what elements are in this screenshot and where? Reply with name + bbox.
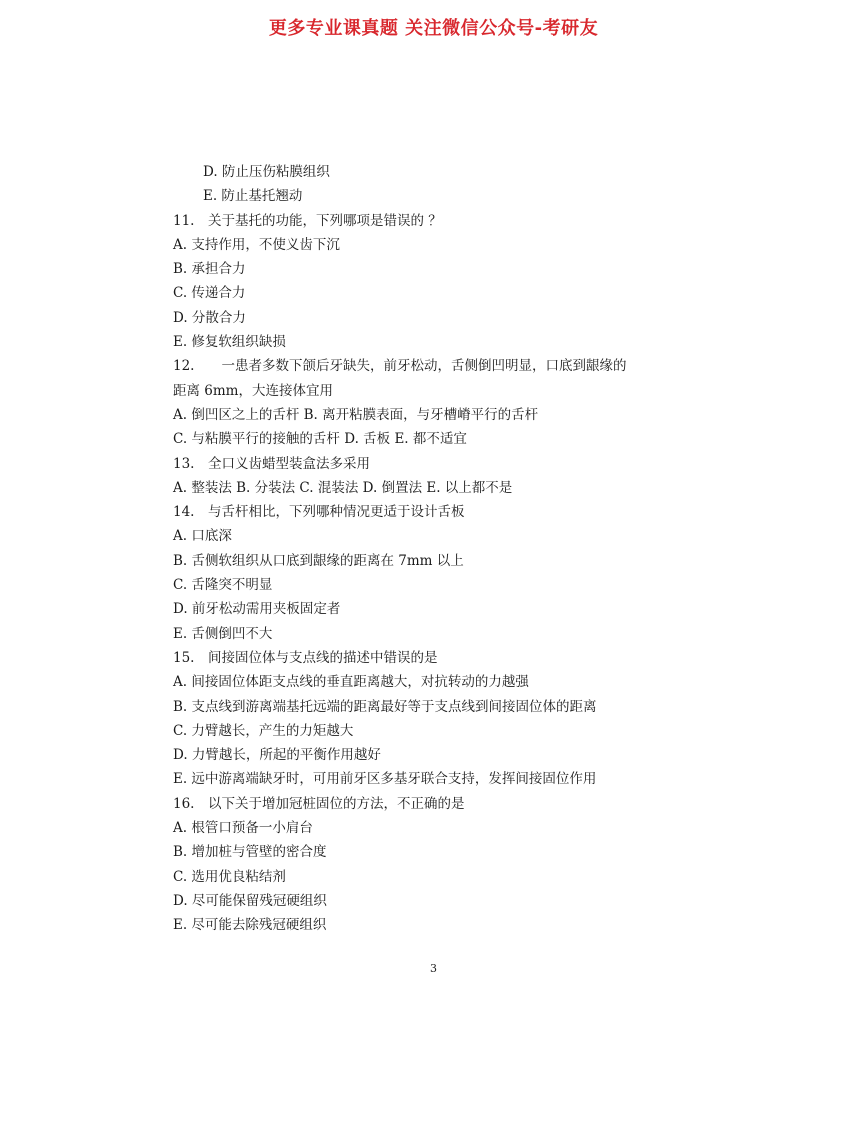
option-line: C. 选用优良粘结剂 bbox=[173, 868, 286, 885]
option-line: A. 支持作用，不使义齿下沉 bbox=[173, 236, 340, 253]
option-line: B. 承担合力 bbox=[173, 261, 246, 278]
option-line: A. 根管口预备一小肩台 bbox=[173, 820, 313, 837]
option-line: E. 远中游离端缺牙时，可用前牙区多基牙联合支持，发挥间接固位作用 bbox=[173, 771, 597, 788]
option-line: E. 尽可能去除残冠硬组织 bbox=[173, 917, 327, 934]
option-line: E. 修复软组织缺损 bbox=[173, 334, 286, 351]
option-line: B. 支点线到游离端基托远端的距离最好等于支点线到间接固位体的距离 bbox=[173, 698, 597, 715]
question-line: 14. 与舌杆相比，下列哪种情况更适于设计舌板 bbox=[173, 504, 465, 521]
option-line: C. 与粘膜平行的接触的舌杆 D. 舌板 E. 都不适宜 bbox=[173, 431, 467, 448]
question-line: 13. 全口义齿蜡型装盒法多采用 bbox=[173, 455, 370, 472]
question-line: 15. 间接固位体与支点线的描述中错误的是 bbox=[173, 649, 438, 666]
option-line: C. 力臂越长，产生的力矩越大 bbox=[173, 722, 354, 739]
option-line: A. 间接固位体距支点线的垂直距离越大，对抗转动的力越强 bbox=[173, 674, 529, 691]
page-number: 3 bbox=[430, 962, 437, 975]
option-line: D. 防止压伤粘膜组织 bbox=[203, 164, 330, 180]
option-line: D. 分散合力 bbox=[173, 309, 246, 326]
option-line: D. 尽可能保留残冠硬组织 bbox=[173, 892, 327, 909]
option-line: C. 传递合力 bbox=[173, 285, 246, 302]
option-line: B. 增加桩与管壁的密合度 bbox=[173, 844, 327, 861]
option-line: B. 舌侧软组织从口底到龈缘的距离在 7mm 以上 bbox=[173, 552, 464, 569]
option-line: A. 倒凹区之上的舌杆 B. 离开粘膜表面，与牙槽嵴平行的舌杆 bbox=[173, 406, 539, 423]
question-line: 距离 6mm，大连接体宜用 bbox=[173, 382, 333, 399]
option-line: E. 防止基托翘动 bbox=[203, 188, 303, 205]
question-line: 16. 以下关于增加冠桩固位的方法，不正确的是 bbox=[173, 795, 465, 812]
question-line: 11. 关于基托的功能，下列哪项是错误的 ？ bbox=[173, 212, 442, 229]
question-content bbox=[173, 160, 693, 938]
option-line: D. 前牙松动需用夹板固定者 bbox=[173, 601, 341, 618]
option-line: C. 舌隆突不明显 bbox=[173, 577, 273, 594]
option-line: E. 舌侧倒凹不大 bbox=[173, 625, 273, 642]
option-line: D. 力臂越长，所起的平衡作用越好 bbox=[173, 747, 381, 764]
option-line: A. 口底深 bbox=[173, 528, 232, 545]
option-line: A. 整装法 B. 分装法 C. 混装法 D. 倒置法 E. 以上都不是 bbox=[173, 479, 513, 496]
promo-banner: 更多专业课真题 关注微信公众号-考研友 bbox=[268, 18, 599, 39]
question-line: 12. 一患者多数下颌后牙缺失，前牙松动，舌侧倒凹明显，口底到龈缘的 bbox=[173, 358, 627, 375]
